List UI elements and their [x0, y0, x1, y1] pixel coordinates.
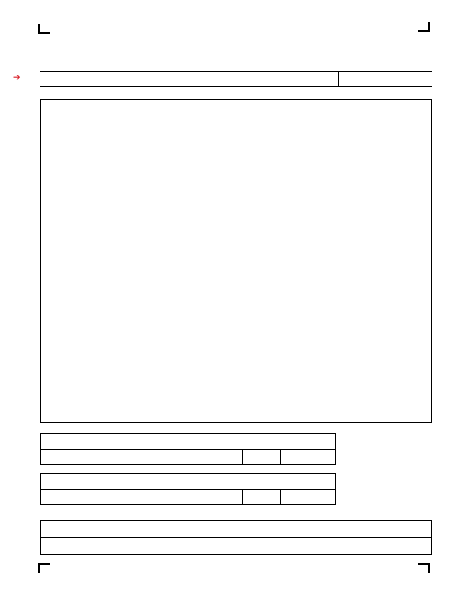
name-top-rule [40, 71, 432, 72]
home1-zip-divider [280, 449, 281, 465]
ssn-divider [338, 71, 339, 87]
home2-state-divider [242, 489, 243, 505]
corner-mark-top-right [418, 22, 430, 32]
home2-street-divider [40, 489, 336, 490]
start-arrow-icon: ➔ [13, 72, 21, 82]
corner-mark-bottom-right [418, 563, 430, 573]
corner-mark-top-left [38, 24, 50, 34]
row-2 [40, 537, 432, 555]
instructions-box [40, 99, 432, 423]
row-3 [40, 554, 432, 555]
home2-zip-divider [280, 489, 281, 505]
corner-mark-bottom-left [38, 563, 50, 573]
home1-state-divider [242, 449, 243, 465]
row-1 [40, 520, 432, 538]
name-bottom-rule [40, 86, 432, 87]
home1-street-divider [40, 449, 336, 450]
